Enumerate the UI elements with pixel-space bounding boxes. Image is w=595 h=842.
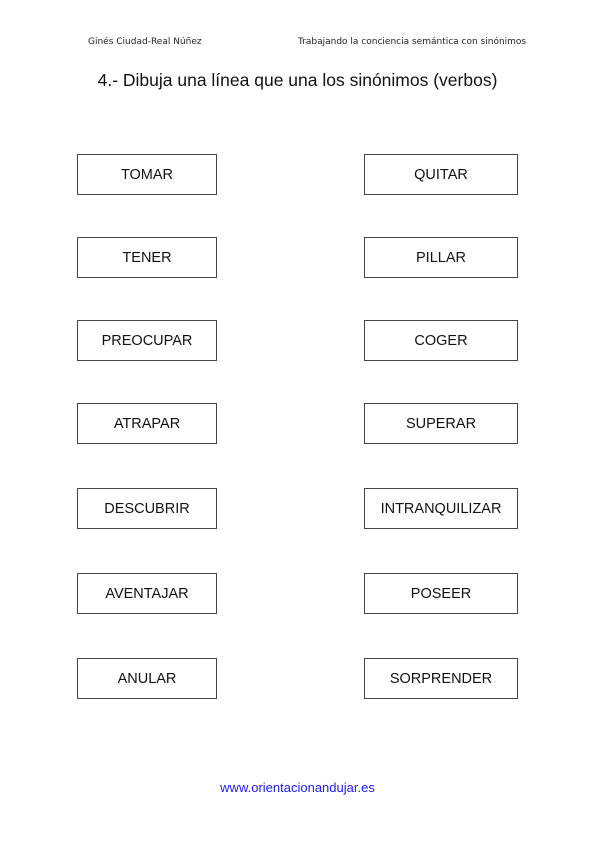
website-link[interactable]: www.orientacionandujar.es — [220, 780, 375, 795]
right-word-box[interactable]: COGER — [364, 320, 518, 361]
left-word-box[interactable]: TENER — [77, 237, 217, 278]
left-word-box[interactable]: AVENTAJAR — [77, 573, 217, 614]
left-word-box[interactable]: TOMAR — [77, 154, 217, 195]
right-word-box[interactable]: SORPRENDER — [364, 658, 518, 699]
right-word-box[interactable]: POSEER — [364, 573, 518, 614]
left-word-box[interactable]: PREOCUPAR — [77, 320, 217, 361]
right-word-box[interactable]: QUITAR — [364, 154, 518, 195]
right-word-box[interactable]: INTRANQUILIZAR — [364, 488, 518, 529]
left-word-box[interactable]: ATRAPAR — [77, 403, 217, 444]
left-word-box[interactable]: DESCUBRIR — [77, 488, 217, 529]
header-author: Ginés Ciudad-Real Núñez — [88, 37, 202, 47]
exercise-title: 4.- Dibuja una línea que una los sinónimos (verbos) — [97, 70, 498, 90]
right-word-box[interactable]: PILLAR — [364, 237, 518, 278]
left-word-box[interactable]: ANULAR — [77, 658, 217, 699]
footer — [0, 780, 595, 795]
header-subject: Trabajando la conciencia semántica con sinónimos — [298, 37, 527, 47]
right-word-box[interactable]: SUPERAR — [364, 403, 518, 444]
